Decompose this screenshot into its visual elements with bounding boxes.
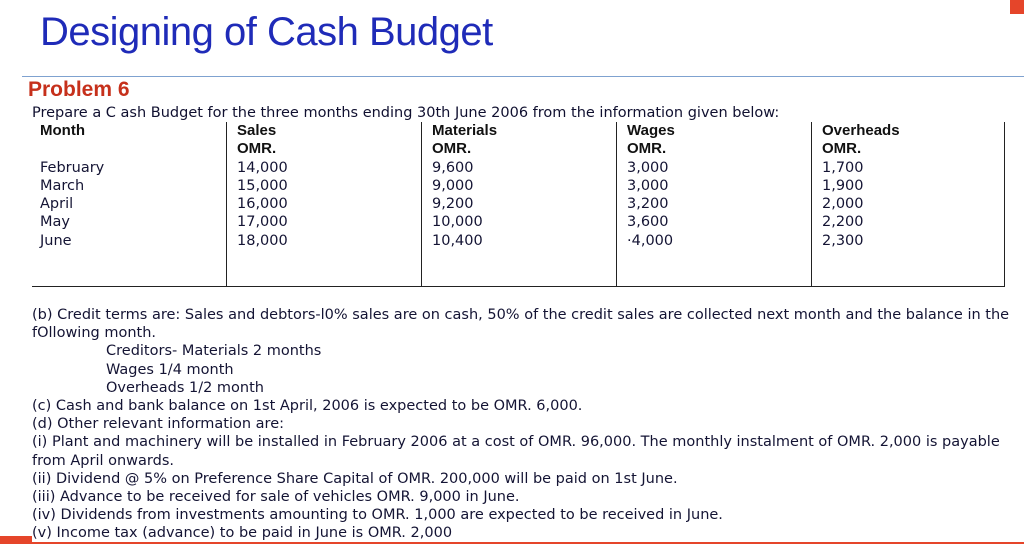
materials-cell: 9,000 (432, 177, 474, 194)
note-dividend: (ii) Dividend @ 5% on Preference Share Capital of OMR. 200,000 will be paid on 1st June. (32, 470, 678, 487)
unit-wages: OMR. (627, 140, 667, 158)
sales-cell: 15,000 (237, 177, 288, 194)
header-materials: Materials (432, 122, 498, 139)
column-materials (422, 122, 617, 286)
overheads-cell: 2,300 (822, 232, 864, 249)
note-credit-terms: (b) Credit terms are: Sales and debtors-l0% sales are on cash, 50% of the credit sales are collected next month and the balance in the fOllowing month. (32, 307, 1010, 342)
header-month: Month (40, 122, 85, 139)
month-cell: March (40, 177, 85, 194)
wages-cell: 3,000 (627, 177, 669, 194)
note-plant-machinery: (i) Plant and machinery will be installed in February 2006 at a cost of OMR. 96,000. The monthly instalment of OMR. 2,000 is payable from April onwards. (32, 434, 1000, 469)
wages-cell: 3,600 (627, 214, 669, 231)
problem-heading: Problem 6 (28, 78, 130, 101)
wages-cell: ·4,000 (627, 232, 674, 249)
note-vehicle-advance: (iii) Advance to be received for sale of vehicles OMR. 9,000 in June. (32, 489, 520, 506)
footer-accent (0, 536, 32, 544)
unit-materials: OMR. (432, 140, 472, 158)
note-creditors-materials: Creditors- Materials 2 months (106, 343, 322, 360)
materials-cell: 10,400 (432, 232, 483, 249)
materials-cell: 10,000 (432, 214, 483, 231)
overheads-cell: 2,000 (822, 196, 864, 213)
notes-section (32, 306, 1017, 543)
materials-cell: 9,600 (432, 159, 474, 176)
unit-overheads: OMR. (822, 140, 862, 158)
column-sales (227, 122, 422, 286)
materials-cell: 9,200 (432, 196, 474, 213)
overheads-cell: 1,700 (822, 159, 864, 176)
budget-table (32, 122, 1005, 287)
footer-rule (0, 542, 1024, 544)
wages-cell: 3,000 (627, 159, 669, 176)
intro-text: Prepare a C ash Budget for the three months ending 30th June 2006 from the information given below: (32, 105, 780, 121)
corner-accent (1010, 0, 1024, 14)
month-cell: April (40, 196, 74, 213)
overheads-cell: 1,900 (822, 177, 864, 194)
month-cell: June (40, 232, 72, 249)
note-income-tax: (v) Income tax (advance) to be paid in June is OMR. 2,000 (32, 525, 453, 542)
title-divider (22, 76, 1024, 77)
note-other-info: (d) Other relevant information are: (32, 416, 285, 433)
column-wages (617, 122, 812, 286)
note-overheads-lag: Overheads 1/2 month (106, 379, 264, 396)
month-cell: May (40, 214, 70, 231)
slide-title: Designing of Cash Budget (40, 10, 493, 54)
sales-cell: 18,000 (237, 232, 288, 249)
note-investment-dividends: (iv) Dividends from investments amounting to OMR. 1,000 are expected to be received in June. (32, 507, 723, 524)
overheads-cell: 2,200 (822, 214, 864, 231)
header-sales: Sales (237, 122, 277, 139)
note-opening-balance: (c) Cash and bank balance on 1st April, 2006 is expected to be OMR. 6,000. (32, 398, 583, 415)
note-wages-lag: Wages 1/4 month (106, 361, 234, 378)
sales-cell: 16,000 (237, 196, 288, 213)
header-wages: Wages (627, 122, 675, 139)
sales-cell: 17,000 (237, 214, 288, 231)
month-cell: February (40, 159, 105, 176)
unit-sales: OMR. (237, 140, 277, 158)
header-overheads: Overheads (822, 122, 900, 139)
sales-cell: 14,000 (237, 159, 288, 176)
column-month (40, 122, 227, 286)
column-overheads (812, 122, 1005, 286)
wages-cell: 3,200 (627, 196, 669, 213)
